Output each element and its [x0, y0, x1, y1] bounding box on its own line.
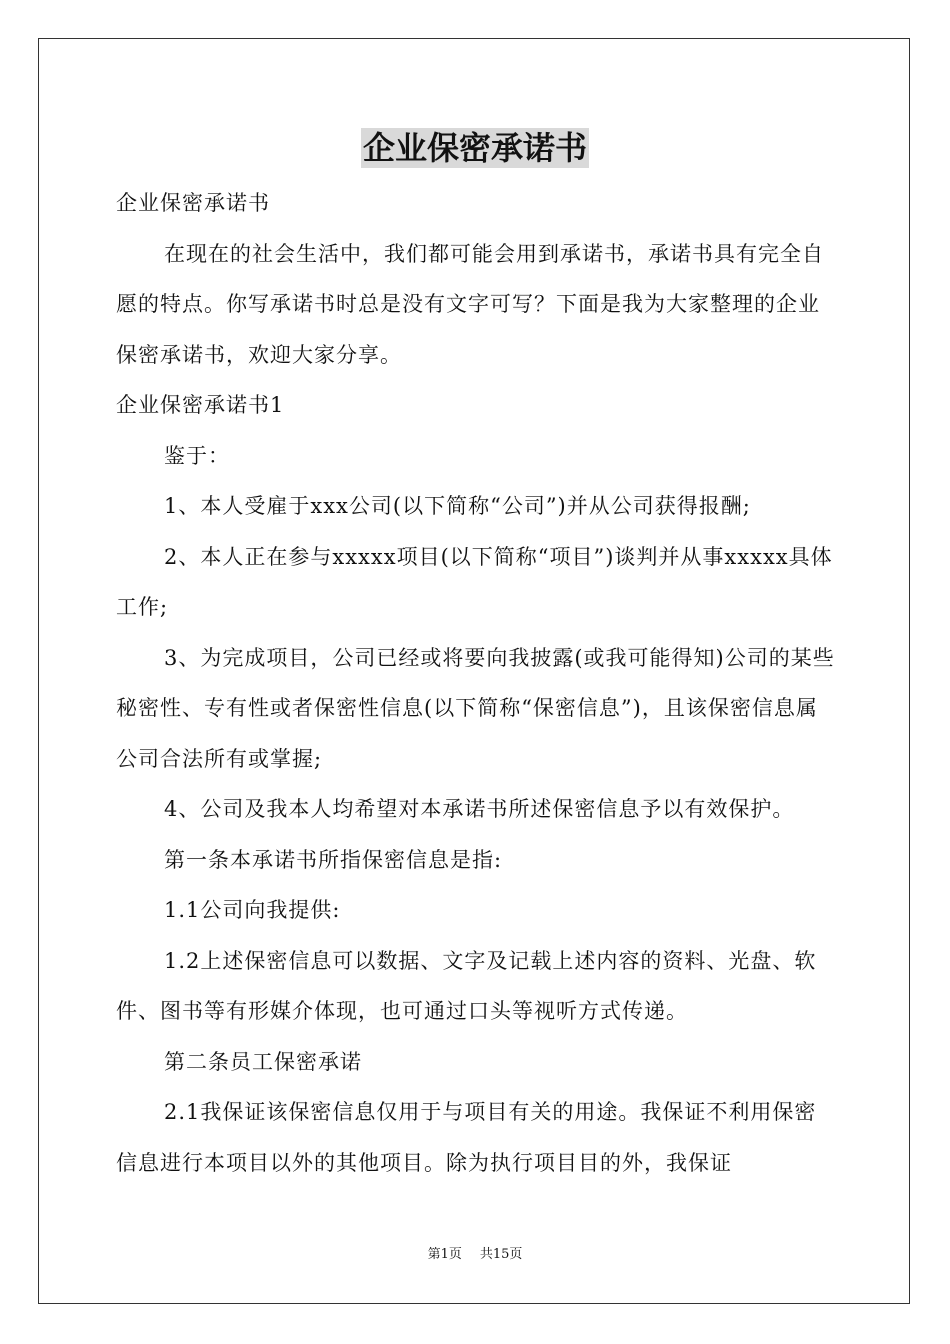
paragraph: 第二条员工保密承诺: [164, 1049, 362, 1074]
page-total: 共15页: [479, 1247, 523, 1262]
page-footer: [0, 1246, 950, 1264]
paragraph: 4、公司及我本人均希望对本承诺书所述保密信息予以有效保护。: [164, 797, 795, 821]
paragraph: 企业保密承诺书: [116, 191, 270, 215]
paragraph: 企业保密承诺书1: [116, 393, 285, 417]
paragraph: 2.1我保证该保密信息仅用于与项目有关的用途。我保证不利用保密信息进行本项目以外的其他项目。除为执行项目目的外，我保证: [116, 1100, 817, 1175]
page-number: 第1页: [427, 1247, 462, 1262]
document-title: 企业保密承诺书: [362, 129, 587, 167]
paragraph: 1.1公司向我提供:: [164, 898, 341, 922]
document-body: [116, 178, 836, 1188]
paragraph: 3、为完成项目，公司已经或将要向我披露(或我可能得知)公司的某些秘密性、专有性或者保密性信息(以下简称“保密信息”)，且该保密信息属公司合法所有或掌握;: [116, 645, 835, 771]
title-container: [0, 128, 950, 168]
paragraph: 2、本人正在参与xxxxx项目(以下简称“项目”)谈判并从事xxxxx具体工作;: [116, 544, 833, 619]
paragraph: 第一条本承诺书所指保密信息是指:: [164, 847, 503, 872]
paragraph: 1、本人受雇于xxx公司(以下简称“公司”)并从公司获得报酬;: [164, 494, 751, 518]
paragraph: 在现在的社会生活中，我们都可能会用到承诺书，承诺书具有完全自愿的特点。你写承诺书时总是没有文字可写？下面是我为大家整理的企业保密承诺书，欢迎大家分享。: [116, 241, 824, 367]
paragraph: 鉴于：: [164, 443, 230, 468]
paragraph: 1.2上述保密信息可以数据、文字及记载上述内容的资料、光盘、软件、图书等有形媒介体现，也可通过口头等视听方式传递。: [116, 948, 817, 1023]
